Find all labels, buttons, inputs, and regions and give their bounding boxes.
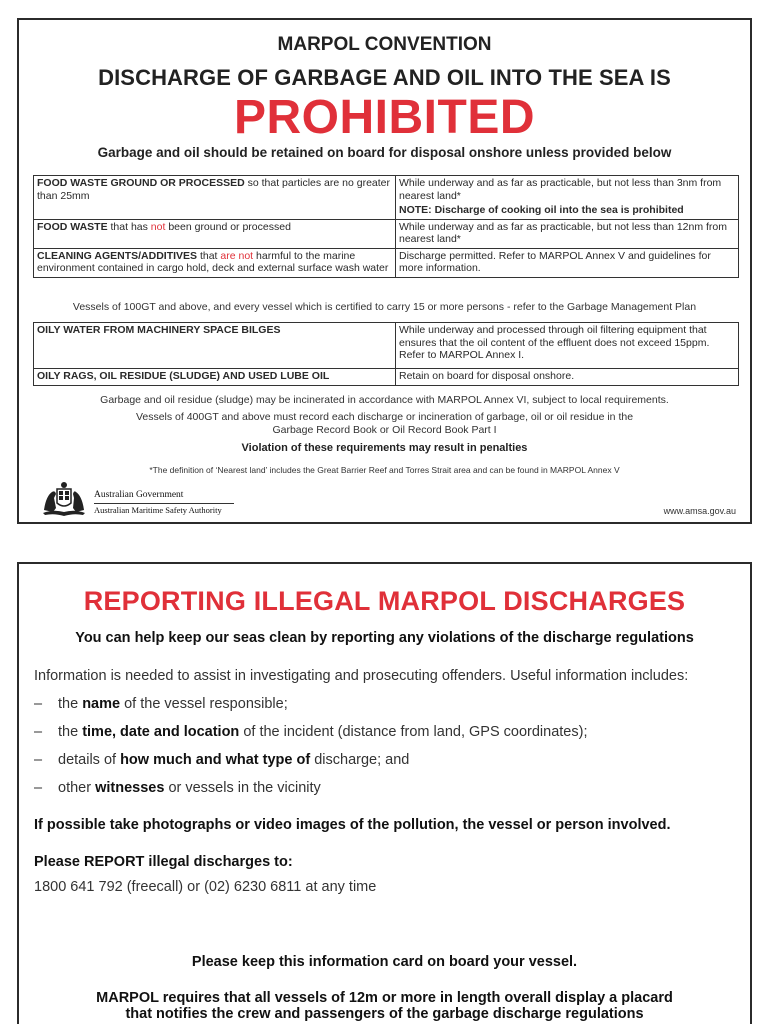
bullet-text: discharge; and: [310, 752, 410, 768]
list-item: [34, 724, 587, 740]
nearest-land-definition: *The definition of ‘Nearest land’ includes the Great Barrier Reef and Torres Strait area and can be found in MARPOL Annex V: [149, 465, 620, 475]
bullet-text: details of: [58, 752, 121, 768]
table-row: [34, 369, 739, 386]
reporting-subtitle: You can help keep our seas clean by reporting any violations of the discharge regulations: [75, 630, 694, 646]
rule-text: While underway and as far as practicable, but not less than 3nm from nearest land*: [399, 177, 722, 202]
reporting-title: REPORTING ILLEGAL MARPOL DISCHARGES: [83, 586, 686, 616]
record-book-note: Vessels of 400GT and above must record each discharge or incineration of garbage, oil or oil residue in the: [135, 411, 634, 423]
item-detail: been ground or processed: [165, 220, 291, 233]
placard-requirement: MARPOL requires that all vessels of 12m or more in length overall display a placard: [96, 990, 673, 1006]
oil-item-cell: OILY RAGS, OIL RESIDUE (SLUDGE) AND USED LUBE OIL: [34, 369, 396, 386]
table-row: [34, 323, 739, 369]
list-item: [34, 780, 321, 796]
bullet-emphasis: time, date and location: [82, 724, 240, 740]
incineration-note: Garbage and oil residue (sludge) may be incinerated in accordance with MARPOL Annex VI, subject to local requirements.: [100, 394, 669, 406]
garbage-rule-cell: [396, 248, 739, 277]
garbage-rule-cell: [396, 219, 739, 248]
convention-title: MARPOL CONVENTION: [277, 34, 492, 55]
table-row: [34, 248, 739, 277]
table-row: [34, 176, 739, 220]
dash-bullet: –: [34, 724, 43, 740]
oil-rules-table: [33, 322, 739, 386]
government-name: Australian Government: [94, 490, 184, 500]
dash-bullet: –: [34, 752, 43, 768]
item-detail: harmful to the marine environment contained in cargo hold, deck and external surface wash water: [37, 249, 389, 274]
are-not-emphasis: are not: [220, 249, 254, 262]
oil-item-cell: OILY WATER FROM MACHINERY SPACE BILGES: [34, 323, 396, 369]
marpol-placard: [17, 18, 752, 524]
retain-onboard-subtitle: Garbage and oil should be retained on board for disposal onshore unless provided below: [97, 145, 672, 160]
bullet-text: the: [58, 696, 83, 712]
dash-bullet: –: [34, 696, 43, 712]
rule-text: Discharge permitted. Refer to MARPOL Annex V and guidelines for more information.: [399, 249, 711, 274]
garbage-rule-cell: [396, 176, 739, 220]
item-label: FOOD WASTE GROUND OR PROCESSED: [37, 177, 245, 189]
keep-card-onboard: Please keep this information card on board your vessel.: [191, 954, 578, 970]
record-book-note-cont: Garbage Record Book or Oil Record Book Part I: [272, 424, 497, 436]
cooking-oil-note: NOTE: Discharge of cooking oil into the sea is prohibited: [399, 204, 684, 216]
rule-text: While underway and as far as practicable, but not less than 12nm from nearest land*: [399, 220, 728, 245]
garbage-item-cell: [34, 219, 396, 248]
information-intro: Information is needed to assist in investigating and prosecuting offenders. Useful information includes:: [34, 668, 689, 684]
photo-advice: If possible take photographs or video images of the pollution, the vessel or person involved.: [34, 817, 671, 833]
oil-rule-cell: Retain on board for disposal onshore.: [396, 369, 739, 386]
australian-government-logo: [39, 480, 239, 520]
dash-bullet: –: [34, 780, 43, 796]
reporting-card: [17, 562, 752, 1024]
not-emphasis: not: [150, 220, 166, 233]
coat-of-arms-icon: [39, 480, 89, 518]
item-detail: so that particles are no greater than 25mm: [37, 177, 391, 202]
item-detail: that has: [107, 220, 151, 233]
bullet-text: or vessels in the vicinity: [164, 780, 321, 796]
item-detail: that: [197, 249, 221, 262]
bullet-emphasis: witnesses: [95, 780, 165, 796]
bullet-emphasis: how much and what type of: [120, 752, 311, 768]
bullet-text: other: [58, 780, 96, 796]
discharge-headline: DISCHARGE OF GARBAGE AND OIL INTO THE SEA IS: [98, 65, 671, 90]
agency-name: Australian Maritime Safety Authority: [94, 505, 222, 515]
garbage-item-cell: [34, 176, 396, 220]
table-row: [34, 219, 739, 248]
report-heading: Please REPORT illegal discharges to:: [34, 854, 293, 870]
bullet-text: of the vessel responsible;: [120, 696, 288, 712]
bullet-text: the: [58, 724, 83, 740]
penalties-warning: Violation of these requirements may result in penalties: [241, 442, 528, 454]
report-phone-numbers: 1800 641 792 (freecall) or (02) 6230 6811 at any time: [34, 879, 377, 895]
prohibited-banner: PROHIBITED: [233, 91, 535, 144]
bullet-emphasis: name: [82, 696, 121, 712]
item-label: FOOD WASTE: [37, 220, 108, 233]
placard-requirement-cont: that notifies the crew and passengers of the garbage discharge regulations: [125, 1006, 644, 1022]
oil-rule-cell: While underway and processed through oil filtering equipment that ensures that the oil content of the effluent does not exceed 15ppm. Refer to MARPOL Annex I.: [396, 323, 739, 369]
website-url: www.amsa.gov.au: [663, 506, 736, 516]
garbage-item-cell: [34, 248, 396, 277]
logo-divider: [94, 503, 234, 504]
list-item: [34, 752, 409, 768]
item-label: CLEANING AGENTS/ADDITIVES: [37, 249, 198, 262]
bullet-text: of the incident (distance from land, GPS coordinates);: [239, 724, 588, 740]
garbage-rules-table: [33, 175, 739, 278]
list-item: [34, 696, 288, 712]
garbage-management-plan-note: Vessels of 100GT and above, and every vessel which is certified to carry 15 or more persons - refer to the Garbage Management Plan: [72, 301, 697, 313]
